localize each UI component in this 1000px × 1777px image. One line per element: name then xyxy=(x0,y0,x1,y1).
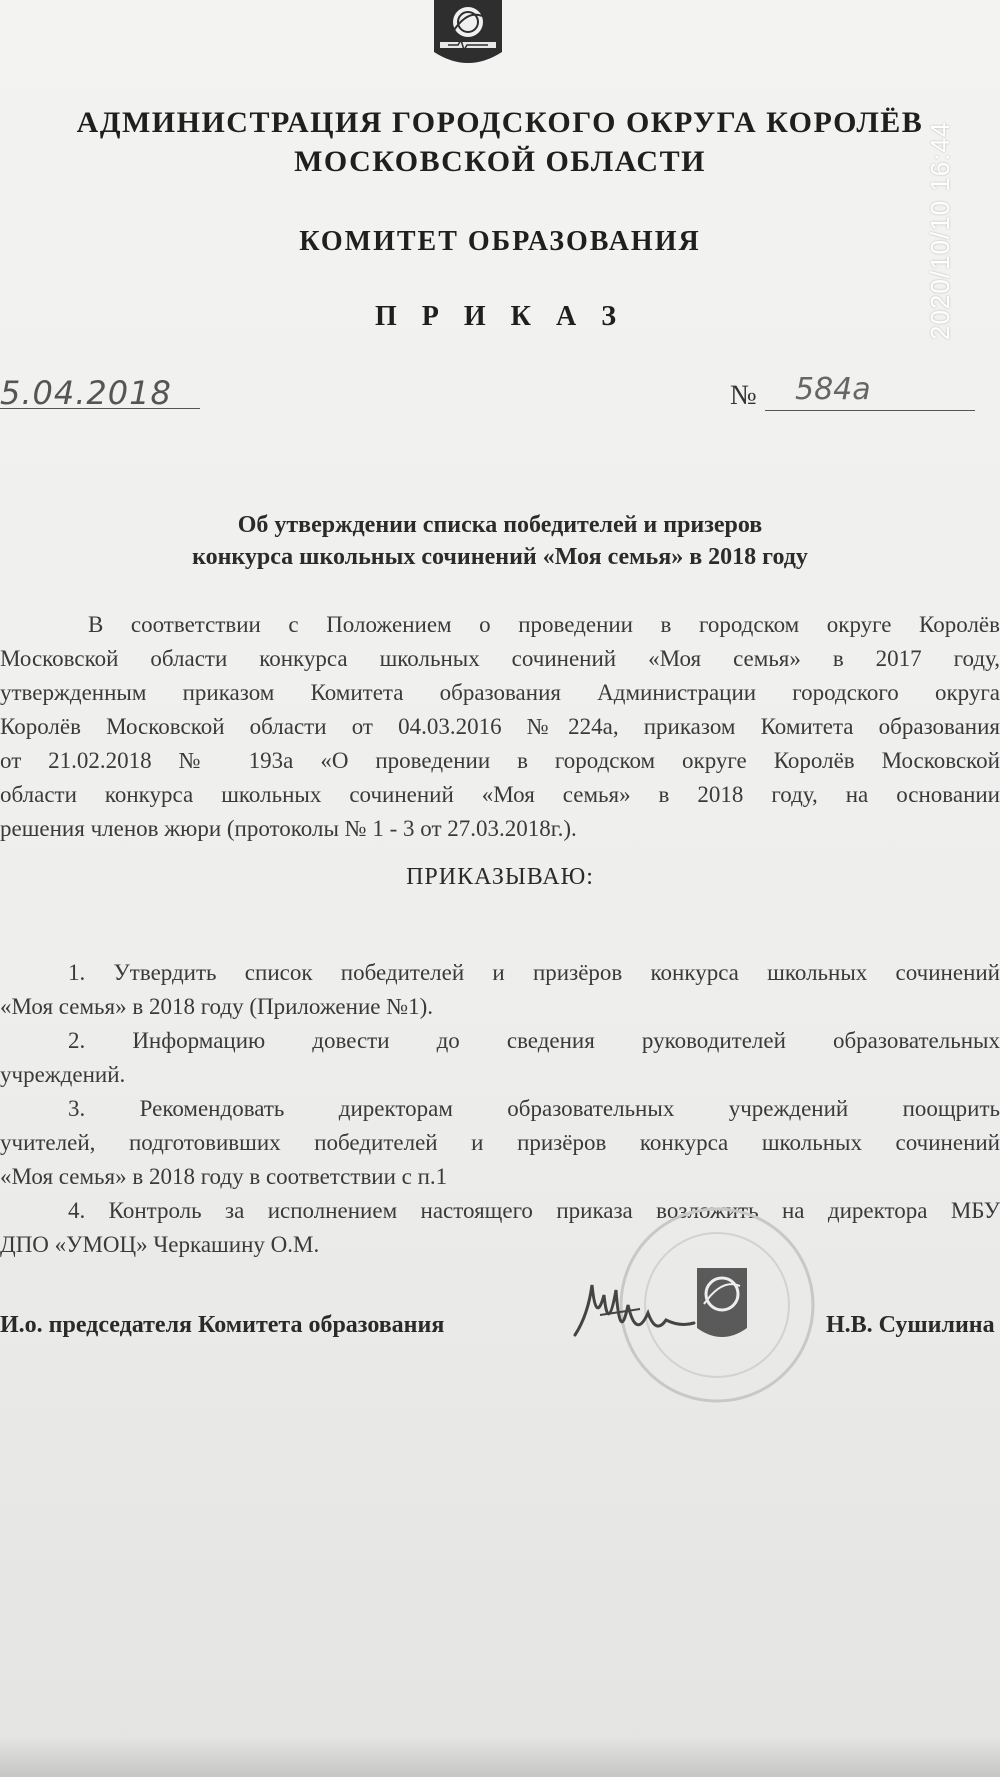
header-line-1: АДМИНИСТРАЦИЯ ГОРОДСКОГО ОКРУГА КОРОЛЁВ xyxy=(76,106,924,139)
order-date: 5.04.2018 xyxy=(0,374,172,412)
order-directive: ПРИКАЗЫВАЮ: xyxy=(406,864,594,890)
order-item-line: 1. Утвердить список победителей и призёров конкурса школьных сочинений xyxy=(68,960,1000,985)
order-item-line: «Моя семья» в 2018 году (Приложение №1). xyxy=(0,994,434,1019)
signer-position: И.о. председателя Комитета образования xyxy=(0,1312,445,1338)
preamble-line: от 21.02.2018 № 193а «О проведении в городском округе Королёв Московской xyxy=(0,748,1000,773)
photo-timestamp: 2020/10/10 16:44 xyxy=(925,121,955,340)
coat-of-arms-icon xyxy=(430,0,506,72)
order-item-line: 4. Контроль за исполнением настоящего приказа возложить на директора МБУ xyxy=(68,1198,1000,1223)
order-item-line: «Моя семья» в 2018 году в соответствии с п.1 xyxy=(0,1164,448,1189)
order-number: 584а xyxy=(795,372,871,407)
order-item-line: 3. Рекомендовать директорам образовательных учреждений поощрить xyxy=(68,1096,1000,1121)
order-item-line: 2. Информацию довести до сведения руководителей образовательных xyxy=(68,1028,1000,1053)
order-number-label: № xyxy=(730,380,757,411)
preamble-line: Королёв Московской области от 04.03.2016 №224а, приказом Комитета образования xyxy=(0,714,1000,739)
preamble-line: утвержденным приказом Комитета образования Администрации городского округа xyxy=(0,680,1000,705)
header-line-2: МОСКОВСКОЙ ОБЛАСТИ xyxy=(294,145,706,178)
committee-name: КОМИТЕТ ОБРАЗОВАНИЯ xyxy=(299,226,701,257)
handwritten-signature-icon xyxy=(570,1265,700,1365)
order-item-line: ДПО «УМОЦ» Черкашину О.М. xyxy=(0,1232,320,1257)
order-title-line-1: Об утверждении списка победителей и призеров xyxy=(237,512,763,538)
preamble-line: В соответствии с Положением о проведении в городском округе Королёв xyxy=(88,612,1000,637)
order-item-line: учителей, подготовивших победителей и призёров конкурса школьных сочинений xyxy=(0,1130,1000,1155)
preamble-line: Московской области конкурса школьных сочинений «Моя семья» в 2017 году, xyxy=(0,646,1000,671)
preamble-line: области конкурса школьных сочинений «Моя семья» в 2018 году, на основании xyxy=(0,782,1000,807)
document-type: П Р И К А З xyxy=(375,301,625,332)
date-underline xyxy=(0,408,200,409)
number-underline xyxy=(765,410,975,411)
order-item-line: учреждений. xyxy=(0,1062,126,1087)
order-title-line-2: конкурса школьных сочинений «Моя семья» в 2018 году xyxy=(192,544,808,570)
preamble-line: решения членов жюри (протоколы № 1 - 3 от 27.03.2018г.). xyxy=(0,816,577,841)
signer-name: Н.В. Сушилина xyxy=(826,1312,995,1338)
